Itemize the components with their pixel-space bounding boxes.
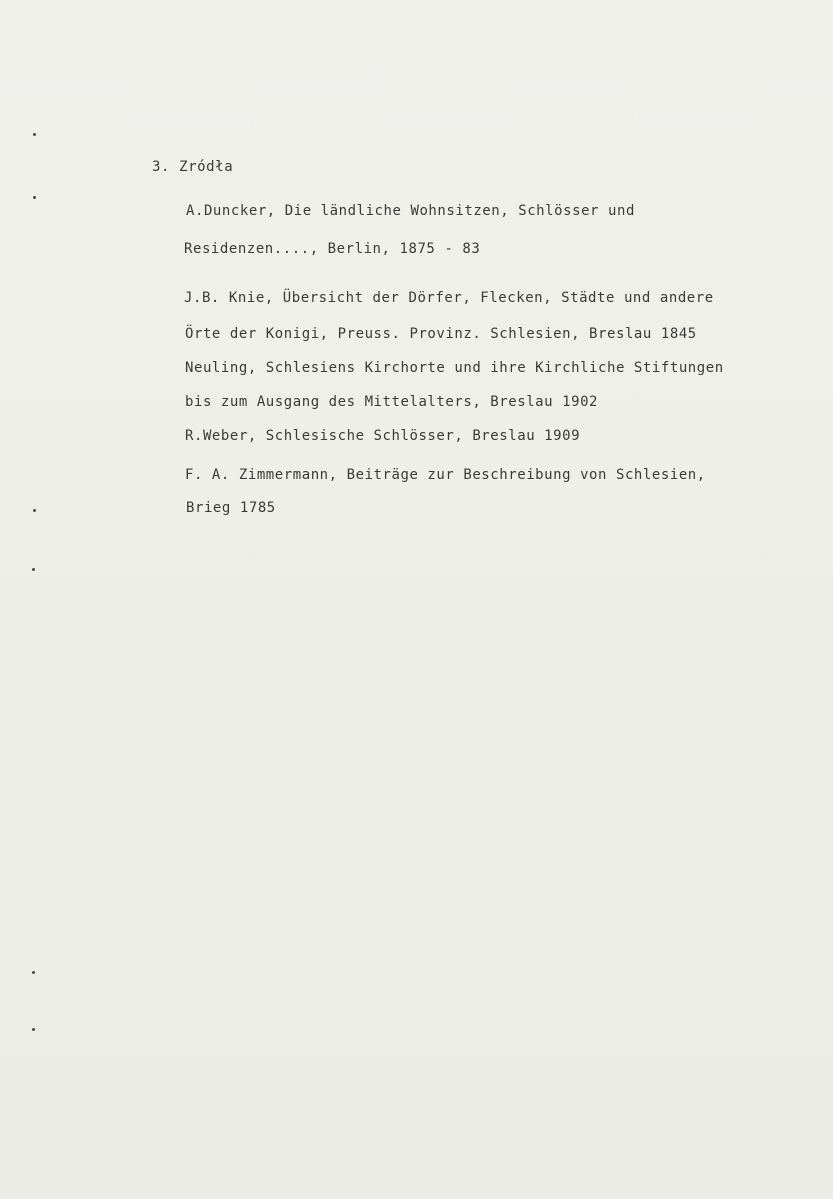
margin-punch-mark <box>32 1028 35 1031</box>
bibliography-line: bis zum Ausgang des Mittelalters, Breslau 1902 <box>185 394 599 410</box>
margin-punch-mark <box>33 196 36 199</box>
bibliography-line: Örte der Konigi, Preuss. Provinz. Schlesien, Breslau 1845 <box>185 326 697 342</box>
section-heading: 3. Zródła <box>152 159 234 175</box>
bibliography-line: Brieg 1785 <box>186 500 276 516</box>
margin-punch-mark <box>32 971 35 974</box>
bibliography-line: J.B. Knie, Übersicht der Dörfer, Flecken, Städte und andere <box>184 290 714 306</box>
bibliography-line: F. A. Zimmermann, Beiträge zur Beschreibung von Schlesien, <box>185 467 706 483</box>
bibliography-line: Residenzen...., Berlin, 1875 - 83 <box>184 241 481 257</box>
bibliography-line: R.Weber, Schlesische Schlösser, Breslau 1909 <box>185 428 581 444</box>
bibliography-line: Neuling, Schlesiens Kirchorte und ihre Kirchliche Stiftungen <box>185 360 724 376</box>
bibliography-line: A.Duncker, Die ländliche Wohnsitzen, Schlösser und <box>186 203 635 219</box>
margin-punch-mark <box>33 509 36 512</box>
margin-punch-mark <box>32 568 35 571</box>
margin-punch-mark <box>33 133 36 136</box>
